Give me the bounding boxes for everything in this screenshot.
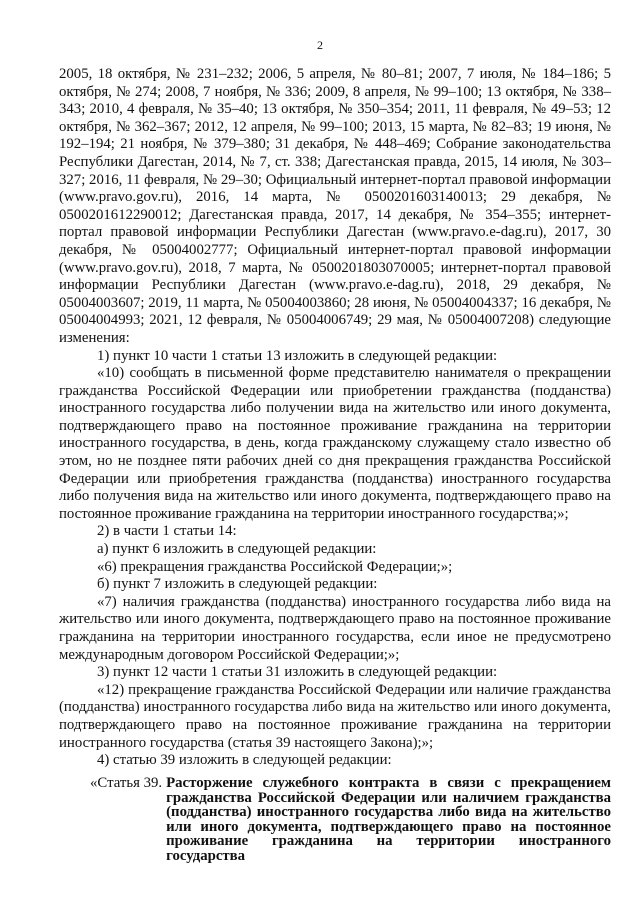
paragraph-item-4: 4) статью 39 изложить в следующей редакции: (97, 752, 392, 769)
paragraph-item-2b-text: «7) наличия гражданства (подданства) иностранного государства либо вида на жительство или иного документа, подтверждающего право на постоянное проживание гражданина на территории иностранного государства, если иное не предусмотрено международным договором Российской Федерации;»; (59, 593, 611, 663)
page-number: 2 (317, 38, 323, 52)
paragraph-item-3: 3) пункт 12 части 1 статьи 31 изложить в следующей редакции: (97, 664, 498, 681)
body-text (59, 66, 611, 770)
article-title: Расторжение служебного контракта в связи с прекращением гражданства Российской Федерации или наличием гражданства (подданства) иностранного государства либо вида на жительство или иного документа, подтверждающего право на постоянное проживание гражданина на территории иностранного государства (166, 775, 611, 864)
article-label: «Статья 39. (90, 775, 163, 791)
paragraph-item-2a-text: «6) прекращения гражданства Российской Федерации;»; (97, 558, 453, 575)
paragraph-item-2a: а) пункт 6 изложить в следующей редакции: (97, 541, 377, 558)
article-heading (90, 776, 611, 864)
paragraph-item-2b: б) пункт 7 изложить в следующей редакции: (97, 576, 378, 593)
paragraph-citations: 2005, 18 октября, № 231–232; 2006, 5 апреля, № 80–81; 2007, 7 июля, № 184–186; 5 октября, № 274; 2008, 7 ноября, № 336; 2009, 8 апреля, № 99–100; 13 октября, № 338–343; 2010, 4 февраля, № 35–40; 13 октября, № 350–354; 2011, 11 февраля, № 49–53; 12 октября, № 362–367; 2012, 12 апреля, № 99–100; 2013, 15 марта, № 82–83; 19 июня, № 192–194; 21 ноября, № 379–380; 31 декабря, № 448–469; Собрание законодательства Республики Дагестан, 2014, № 7, ст. 338; Дагестанская правда, 2015, 14 июля, № 303–327; 2016, 11 февраля, № 29–30; Официальный интернет-портал правовой информации (www.pravo.gov.ru), 2016, 14 марта, № 0500201603140013; 29 декабря, № 0500201612290012; Дагестанская правда, 2017, 14 декабря, № 354–355; интернет-портал правовой информации Республики Дагестан (www.pravo.e-dag.ru), 2017, 30 декабря, № 05004002777; Официальный интернет-портал правовой информации (www.pravo.gov.ru), 2018, 7 марта, № 0500201803070005; интернет-портал правовой информации Республики Дагестан (www.pravo.e-dag.ru), 2018, 29 декабря, № 05004003607; 2019, 11 марта, № 05004003860; 28 июня, № 05004004337; 16 декабря, № 05004004993; 2021, 12 февраля, № 05004006749; 29 мая, № 05004007208) следующие изменения: (59, 66, 611, 346)
paragraph-item-3-text: «12) прекращение гражданства Российской Федерации или наличие гражданства (подданства) иностранного государства либо вида на жительство или иного документа, подтверждающего право на постоянное проживание гражданина на территории иностранного государства (статья 39 настоящего Закона);»; (59, 681, 611, 751)
paragraph-item-1: 1) пункт 10 части 1 статьи 13 изложить в следующей редакции: (97, 347, 498, 364)
paragraph-item-2: 2) в части 1 статьи 14: (97, 523, 237, 540)
paragraph-item-1-text: «10) сообщать в письменной форме представителю нанимателя о прекращении гражданства Российской Федерации или приобретении гражданства (подданства) иностранного государства либо получении вида на жительство или иного документа, подтверждающего право на постоянное проживание гражданина на территории иностранного государства, в день, когда гражданскому служащему стало известно об этом, но не позднее пяти рабочих дней со дня прекращения гражданства Российской Федерации или приобретения гражданства (подданства) иностранного государства либо получения вида на жительство или иного документа, подтверждающего право на постоянное проживание гражданина на территории иностранного государства;»; (59, 365, 611, 522)
